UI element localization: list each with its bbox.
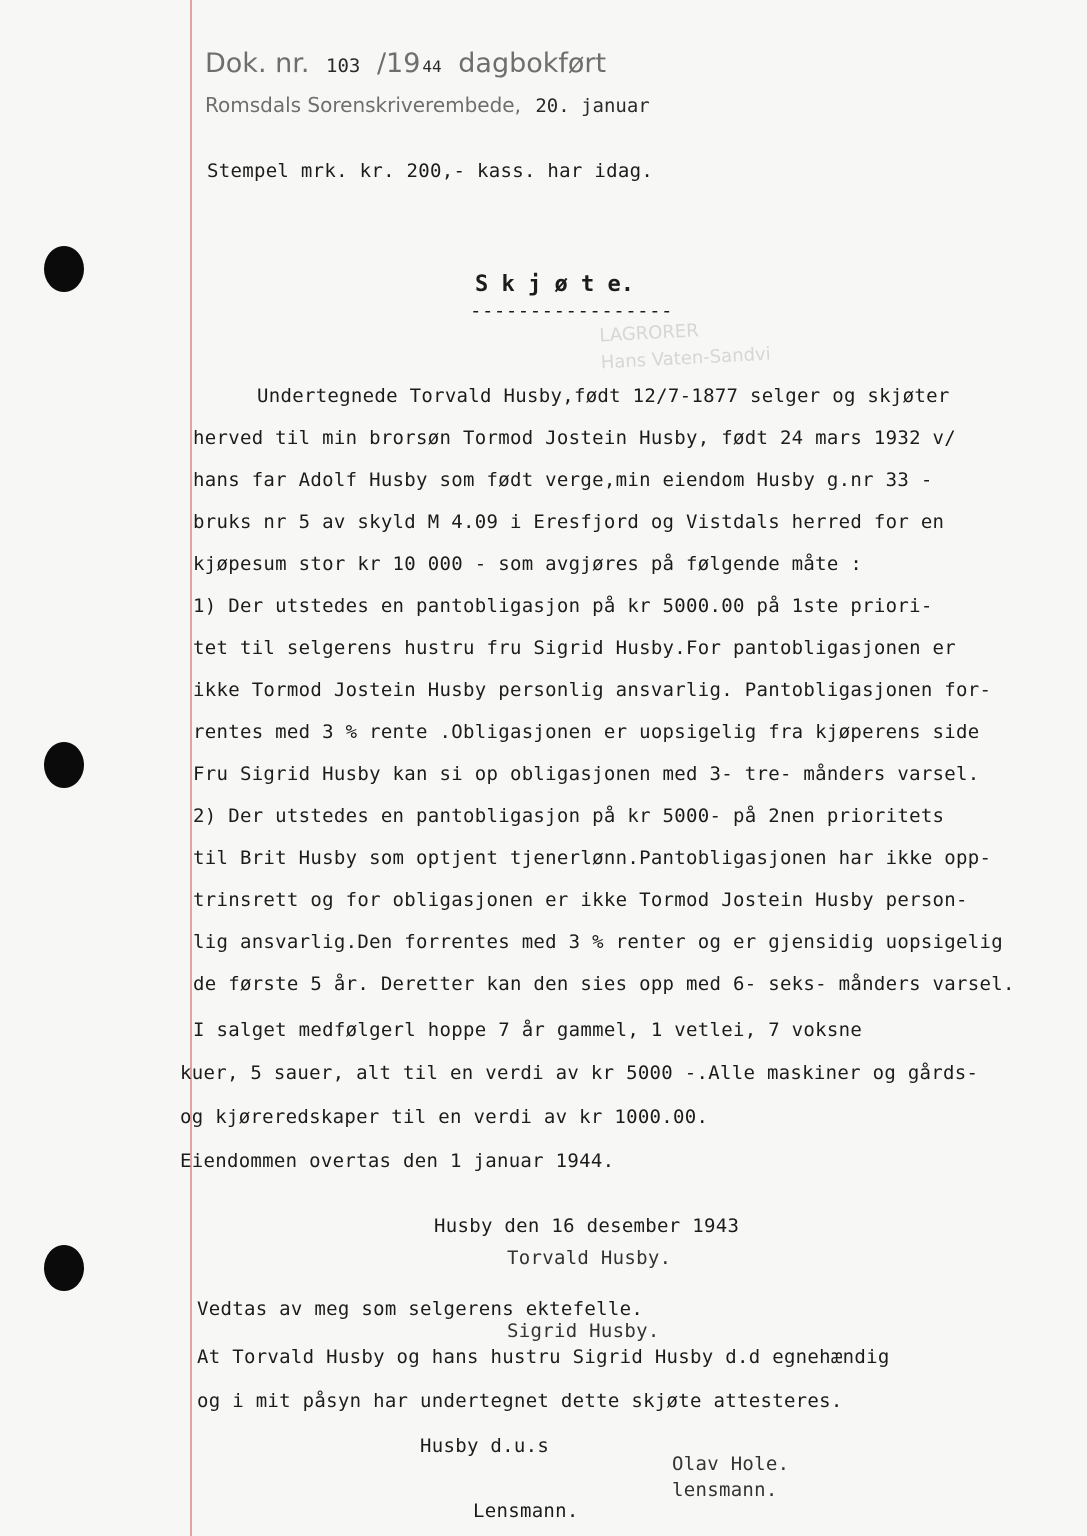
document-title: S k j ø t e. bbox=[475, 272, 634, 297]
body-line: herved til min brorsøn Tormod Jostein Husby, født 24 mars 1932 v/ bbox=[193, 427, 957, 449]
punch-hole-middle bbox=[44, 742, 84, 788]
stamp-dok-number: 103 bbox=[326, 55, 361, 77]
body-line: tet til selgerens hustru fru Sigrid Husby.For pantobligasjonen er bbox=[193, 637, 957, 659]
body-line: 2) Der utstedes en pantobligasjon på kr 5000- på 2nen prioritets bbox=[193, 805, 945, 827]
stamp-year-label: /19 bbox=[376, 48, 421, 79]
body-line: og kjøreredskaper til en verdi av kr 1000.00. bbox=[180, 1106, 709, 1128]
punch-hole-bottom bbox=[44, 1245, 84, 1291]
body-line: 1) Der utstedes en pantobligasjon på kr 5000.00 på 1ste priori- bbox=[193, 595, 933, 617]
seller-signature: Torvald Husby. bbox=[507, 1247, 672, 1269]
bleed-line: LAGRORER bbox=[598, 320, 700, 347]
body-line: hans far Adolf Husby som født verge,min eiendom Husby g.nr 33 - bbox=[193, 469, 933, 491]
body-line: de første 5 år. Deretter kan den sies opp med 6- seks- månders varsel. bbox=[193, 973, 1015, 995]
body-line: kjøpesum stor kr 10 000 - som avgjøres på følgende måte : bbox=[193, 553, 863, 575]
title-underline: ----------------- bbox=[470, 300, 673, 322]
bleed-line: Hans Vaten-Sandvi bbox=[600, 343, 772, 374]
stamp-year-suffix: 44 bbox=[422, 57, 442, 76]
fee-note: Stempel mrk. kr. 200,- kass. har idag. bbox=[207, 160, 654, 182]
stamp-office-line bbox=[205, 93, 650, 117]
body-line: Undertegnede Torvald Husby,født 12/7-1877 selger og skjøter bbox=[257, 385, 950, 407]
stamp-dagbokfort: dagbokført bbox=[458, 48, 607, 79]
bleed-through-text bbox=[599, 314, 772, 377]
body-line: Fru Sigrid Husby kan si op obligasjonen med 3- tre- månders varsel. bbox=[193, 763, 980, 785]
place-date: Husby den 16 desember 1943 bbox=[434, 1215, 740, 1237]
body-line: lig ansvarlig.Den forrentes med 3 % renter og er gjensidig uopsigelig bbox=[193, 931, 1003, 953]
officer-title-left: Lensmann. bbox=[473, 1500, 579, 1522]
punch-hole-top bbox=[44, 246, 84, 292]
registration-stamp bbox=[205, 48, 606, 79]
spouse-signature: Sigrid Husby. bbox=[507, 1320, 660, 1342]
stamp-office: Romsdals Sorenskriverembede, bbox=[205, 93, 521, 117]
body-line: ikke Tormod Jostein Husby personlig ansvarlig. Pantobligasjonen for- bbox=[193, 679, 992, 701]
body-line: Eiendommen overtas den 1 januar 1944. bbox=[180, 1150, 615, 1172]
body-line: trinsrett og for obligasjonen er ikke Tormod Jostein Husby person- bbox=[193, 889, 968, 911]
stamp-date: 20. januar bbox=[535, 95, 650, 117]
attest-place: Husby d.u.s bbox=[420, 1435, 550, 1457]
body-line: I salget medfølgerl hoppe 7 år gammel, 1 vetlei, 7 voksne bbox=[193, 1019, 863, 1041]
body-line: til Brit Husby som optjent tjenerlønn.Pantobligasjonen har ikke opp- bbox=[193, 847, 992, 869]
body-line: kuer, 5 sauer, alt til en verdi av kr 5000 -.Alle maskiner og gårds- bbox=[180, 1062, 979, 1084]
red-margin-line bbox=[190, 0, 192, 1536]
body-line: bruks nr 5 av skyld M 4.09 i Eresfjord og Vistdals herred for en bbox=[193, 511, 945, 533]
spouse-consent: Vedtas av meg som selgerens ektefelle. bbox=[197, 1298, 644, 1320]
body-line: rentes med 3 % rente .Obligasjonen er uopsigelig fra kjøperens side bbox=[193, 721, 980, 743]
attestation-line: og i mit påsyn har undertegnet dette skjøte attesteres. bbox=[197, 1390, 843, 1412]
officer-name: Olav Hole. bbox=[672, 1453, 790, 1475]
officer-title: lensmann. bbox=[672, 1479, 778, 1501]
stamp-dok-label: Dok. nr. bbox=[205, 48, 310, 79]
attestation-line: At Torvald Husby og hans hustru Sigrid Husby d.d egnehændig bbox=[197, 1346, 890, 1368]
